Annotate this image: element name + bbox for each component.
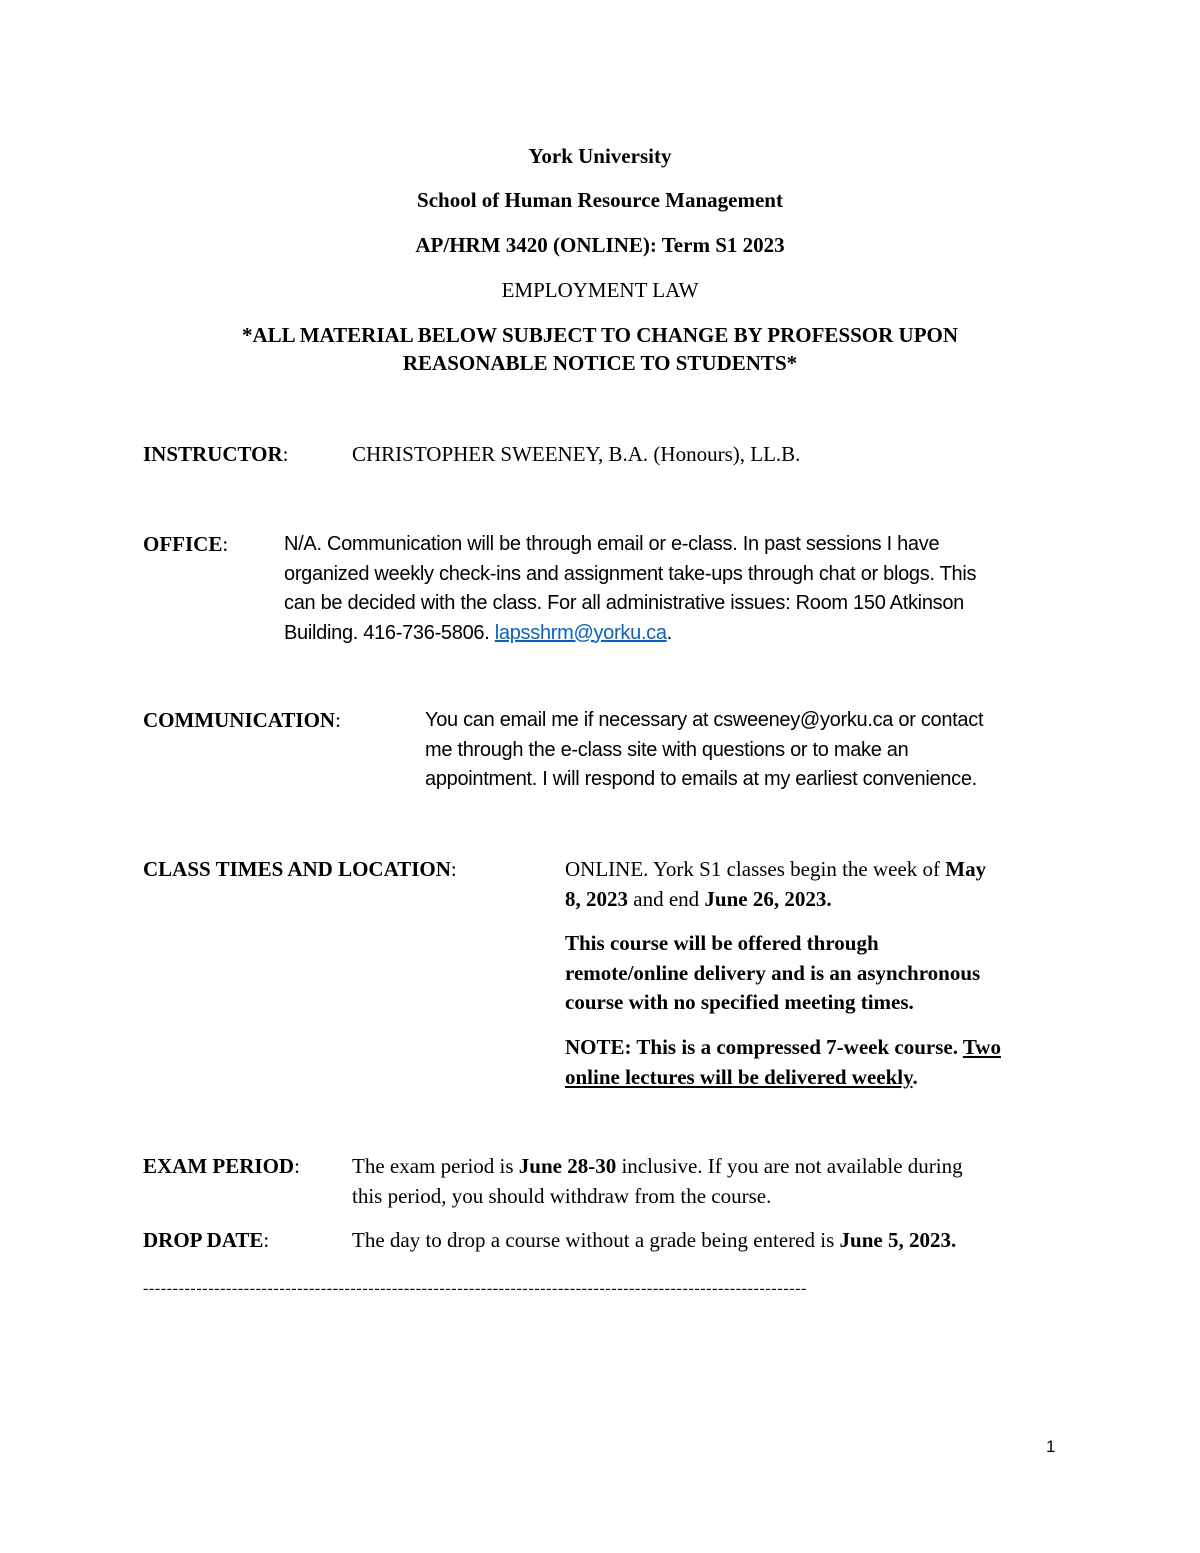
office-line-2: organized weekly check-ins and assignment take-ups through chat or blogs. This	[284, 562, 977, 585]
course-title: EMPLOYMENT LAW	[501, 278, 699, 302]
compressed-note-prefix: NOTE: This is a compressed 7-week course.	[565, 1035, 963, 1059]
end-date: June 26, 2023.	[704, 886, 832, 911]
exam-period-label-text: EXAM PERIOD	[143, 1154, 295, 1178]
drop-date-prefix: The day to drop a course without a grade being entered is	[352, 1228, 840, 1252]
class-times-p1-prefix: ONLINE. York S1 classes begin the week of	[565, 857, 946, 881]
drop-date-label-colon: :	[263, 1228, 270, 1252]
exam-period-line-2: this period, you should withdraw from the course.	[352, 1183, 772, 1208]
change-notice-line-2: REASONABLE NOTICE TO STUDENTS*	[402, 351, 798, 375]
class-times-label	[143, 855, 457, 885]
exam-period-text	[352, 1152, 963, 1211]
university-name: York University	[528, 144, 672, 168]
class-times-p1-line-1	[565, 855, 986, 885]
start-date: 8, 2023	[565, 886, 628, 911]
school-name: School of Human Resource Management	[417, 188, 783, 212]
class-times-text	[565, 855, 986, 914]
instructor-label-colon: :	[282, 442, 289, 466]
communication-line-1: You can email me if necessary at csweeney@yorku.ca or contact	[425, 709, 984, 731]
office-line-4	[284, 619, 976, 649]
compressed-note-line-2	[565, 1063, 1001, 1093]
communication-label	[143, 706, 341, 736]
compressed-course-note	[565, 1033, 1001, 1092]
page-number: 1	[1046, 1437, 1056, 1456]
instructor-label-text: INSTRUCTOR	[143, 442, 283, 466]
exam-period-label-colon: :	[294, 1154, 300, 1178]
compressed-note-underlined-2: online lectures will be delivered weekly	[565, 1064, 913, 1089]
change-notice	[140, 321, 1060, 377]
communication-label-text: COMMUNICATION	[143, 708, 336, 732]
office-text	[284, 530, 976, 648]
office-line-1: N/A. Communication will be through email or e-class. In past sessions I have	[284, 533, 940, 555]
change-notice-line-1: *ALL MATERIAL BELOW SUBJECT TO CHANGE BY PROFESSOR UPON	[241, 323, 959, 347]
delivery-note-line-3: course with no specified meeting times.	[565, 990, 914, 1014]
class-times-p1-mid: and end	[628, 886, 705, 911]
delivery-note-line-1: This course will be offered through	[565, 931, 879, 955]
admin-email-link[interactable]: lapsshrm@yorku.ca	[494, 621, 667, 644]
instructor-label	[143, 440, 289, 470]
communication-line-3: appointment. I will respond to emails at my earliest convenience.	[425, 768, 977, 790]
delivery-note	[565, 929, 980, 1018]
office-label	[143, 530, 228, 560]
drop-date-label	[143, 1226, 269, 1256]
drop-date-text	[352, 1226, 956, 1256]
office-label-text: OFFICE	[143, 532, 223, 556]
office-line-4-suffix: .	[666, 621, 672, 644]
class-times-label-text: CLASS TIMES AND LOCATION	[143, 857, 451, 881]
exam-dates: June 28-30	[518, 1154, 617, 1178]
compressed-note-suffix: .	[912, 1064, 918, 1089]
communication-line-2: me through the e-class site with questions or to make an	[425, 738, 909, 761]
dashed-divider: ----------------------------------------------------------------------------------------------------------------	[143, 1280, 807, 1297]
exam-period-label	[143, 1152, 300, 1182]
exam-period-line-1	[352, 1152, 963, 1182]
office-label-colon: :	[222, 532, 229, 556]
exam-period-prefix: The exam period is	[352, 1154, 519, 1178]
start-month: May	[945, 857, 987, 881]
exam-period-suffix: inclusive. If you are not available during	[616, 1154, 963, 1178]
office-line-3: can be decided with the class. For all administrative issues: Room 150 Atkinson	[284, 592, 964, 614]
compressed-note-underlined-1: Two	[962, 1035, 1001, 1059]
instructor-value: CHRISTOPHER SWEENEY, B.A. (Honours), LL.B.	[352, 442, 801, 466]
compressed-note-line-1	[565, 1033, 1001, 1063]
course-code: AP/HRM 3420 (ONLINE): Term S1 2023	[415, 233, 785, 257]
class-times-label-colon: :	[450, 857, 457, 881]
delivery-note-line-2: remote/online delivery and is an asynchronous	[565, 960, 981, 985]
class-times-p1-line-2	[565, 885, 986, 915]
communication-label-colon: :	[335, 708, 341, 732]
drop-date-label-text: DROP DATE	[143, 1228, 264, 1252]
communication-text	[425, 706, 983, 795]
drop-date-value: June 5, 2023.	[839, 1228, 957, 1252]
office-line-4-prefix: Building. 416-736-5806.	[284, 621, 495, 644]
